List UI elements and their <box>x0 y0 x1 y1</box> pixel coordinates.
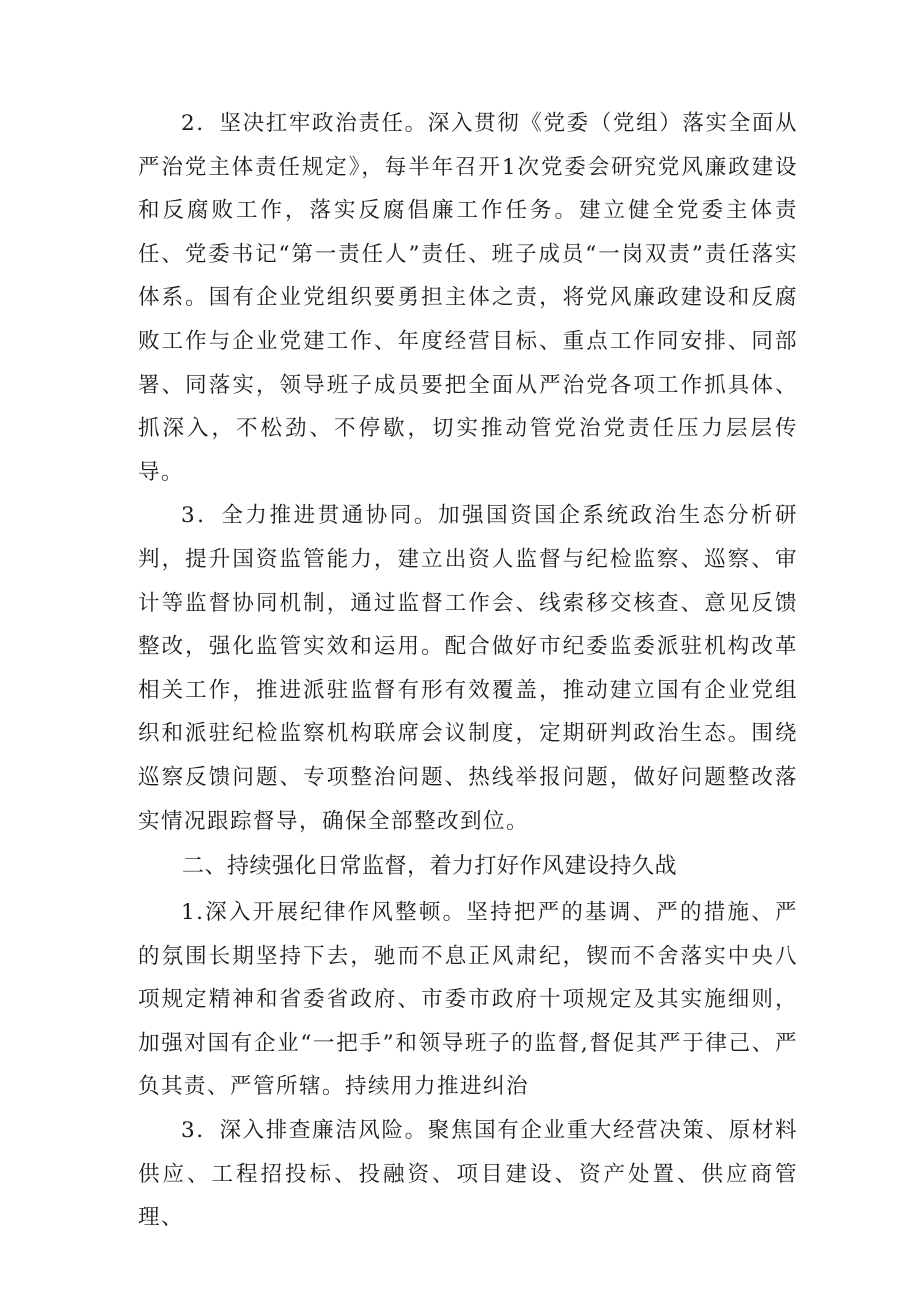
document-body <box>138 102 798 1240</box>
section-heading: 二、持续强化日常监督，着力打好作风建设持久战 <box>182 854 678 880</box>
paragraph-integrity-risks: 3．深入排查廉洁风险。聚焦国有企业重大经营决策、原材料供应、工程招投标、投融资、项目建设、资产处置、供应商管理、 <box>138 1118 798 1231</box>
paragraph-coordination: 3．全力推进贯通协同。加强国资国企系统政治生态分析研判，提升国资监管能力，建立出资人监督与纪检监察、巡察、审计等监督协同机制，通过监督工作会、线索移交核查、意见反馈整改，强化监管实效和运用。配合做好市纪委监委派驻机构改革相关工作，推进派驻监督有形有效覆盖，推动建立国有企业党组织和派驻纪检监察机构联席会议制度，定期研判政治生态。围绕巡察反馈问题、专项整治问题、热线举报问题，做好问题整改落实情况跟踪督导，确保全部整改到位。 <box>138 503 798 834</box>
paragraph-discipline-rectification: 1.深入开展纪律作风整顿。坚持把严的基调、严的措施、严的氛围长期坚持下去，驰而不息正风肃纪，锲而不舍落实中央八项规定精神和省委省政府、市委市政府十项规定及其实施细则，加强对国有企业“一把手”和领导班子的监督,督促其严于律己、严负其责、严管所辖。持续用力推进纠治 <box>138 900 798 1100</box>
paragraph-political-responsibility: 2．坚决扛牢政治责任。深入贯彻《党委（党组）落实全面从严治党主体责任规定》，每半年召开1次党委会研究党风廉政建设和反腐败工作，落实反腐倡廉工作任务。建立健全党委主体责任、党委书记“第一责任人”责任、班子成员“一岗双责”责任落实体系。国有企业党组织要勇担主体之责，将党风廉政建设和反腐败工作与企业党建工作、年度经营目标、重点工作同安排、同部署、同落实，领导班子成员要把全面从严治党各项工作抓具体、抓深入，不松劲、不停歇，切实推动管党治党责任压力层层传导。 <box>138 111 798 485</box>
